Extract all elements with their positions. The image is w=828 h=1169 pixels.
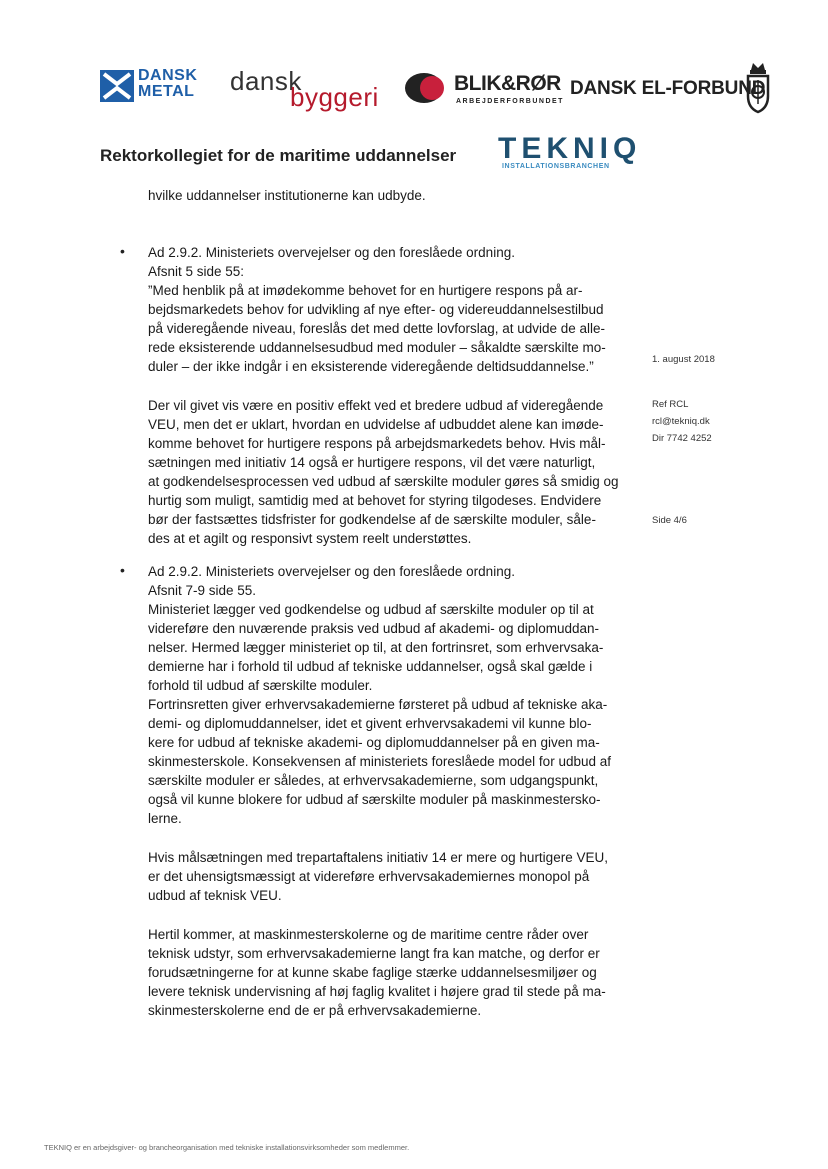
reference-code: Ref RCL	[652, 399, 689, 410]
paragraph: Ministeriet lægger ved godkendelse og udbud af særskilte moduler op til at videreføre den nuværende praksis ved udbud af akademi- og diplomuddan- nelser. Hermed lægger ministeriet op til, at den fortrinsret, som erhvervsaka- demierne har i forhold til udbud af tekniske uddannelser, også skal gælde i forhold til udbud af særskilte moduler. Fortrinsretten giver erhvervsakademierne førsteret på udbud af tekniske aka- demi- og diplomuddannelser, idet et givent erhvervsakademi vil kunne blo- kere for udbud af tekniske akademi- og diplomuddannelser på en given ma- skinmesterskole. Konsekvensen af ministeriets foreslåede model for udbud af særskilte moduler er således, at erhvervsakademierne, som udgangspunkt, også vil kunne blokere for udbud af særskilte moduler på maskinmestersko- lerne.	[148, 602, 611, 826]
page-title: Rektorkollegiet for de maritime uddannelser	[100, 146, 457, 165]
blik-ror-logo: BLIK&RØR ARBEJDERFORBUNDET	[404, 70, 564, 110]
quote-block: ”Med henblik på at imødekomme behovet for en hurtigere respons på ar- bejdsmarkedets behov for udvikling af nye efter- og videreuddannelsestilbud på videregående niveau, foreslås det med dette lovforslag, at udvide de alle- rede eksisterende uddannelsesudbud med moduler – såkaldte særskilte mo- duler – der ikke indgår i en eksisterende videregående deltidsuddannelse.”	[148, 283, 606, 374]
section-block-1	[148, 243, 638, 548]
reference-info	[652, 396, 712, 447]
section-reference: Afsnit 7-9 side 55.	[148, 583, 257, 598]
dansk-metal-logo	[100, 68, 200, 104]
document-date: 1. august 2018	[652, 354, 715, 365]
page-number: Side 4/6	[652, 515, 687, 526]
footer-note: TEKNIQ er en arbejdsgiver- og brancheorganisation med tekniske installationsvirksomheder som medlemmer.	[44, 1143, 410, 1152]
intro-line: hvilke uddannelser institutionerne kan udbyde.	[148, 188, 426, 203]
section-reference: Afsnit 5 side 55:	[148, 264, 245, 279]
section-heading: Ad 2.9.2. Ministeriets overvejelser og den foreslåede ordning.	[148, 564, 515, 579]
bullet-icon: •	[120, 243, 125, 259]
dansk-metal-wordmark: DANSK METAL	[138, 67, 198, 100]
contact-phone: Dir 7742 4252	[652, 433, 712, 444]
dansk-el-forbund-logo: DANSK EL-FORBUND	[570, 60, 775, 116]
paragraph: Hertil kommer, at maskinmesterskolerne og de maritime centre råder over teknisk udstyr, som erhvervsakademierne langt fra kan matche, og derfor er forudsætningerne for at kunne skabe faglige stærke uddannelsesmiljøer og levere teknisk undervisning af høj faglig kvalitet i højere grad til stede på ma- skinmesterskolerne end de er på erhvervsakademierne.	[148, 927, 606, 1018]
contact-email: rcl@tekniq.dk	[652, 416, 710, 427]
paragraph: Hvis målsætningen med trepartaftalens initiativ 14 er mere og hurtigere VEU, er det uhensigtsmæssigt at videreføre erhvervsakademiernes monopol på udbud af teknisk VEU.	[148, 850, 608, 903]
paragraph: Der vil givet vis være en positiv effekt ved et bredere udbud af videregående VEU, men det er uklart, hvordan en udvidelse af udbuddet alene kan imøde- komme behovet for hurtigere respons på arbejdsmarkedets behov. Hvis mål- sætningen med initiativ 14 også er hurtigere respons, vil det være naturligt, at godkendelsesprocessen ved udbud af særskilte moduler gøres så smidig og hurtig som muligt, samtidig med at behovet for styring tilgodeses. Endvidere bør der fastsættes tidsfrister for godkendelse af de særskilte moduler, såle- des at et agilt og responsivt system reelt understøttes.	[148, 398, 619, 546]
dansk-byggeri-logo: dansk byggeri	[230, 66, 379, 112]
crown-shield-icon	[744, 60, 772, 114]
dansk-metal-emblem-icon	[100, 70, 134, 102]
blik-ror-emblem-icon	[404, 72, 452, 104]
bullet-icon: •	[120, 562, 125, 578]
section-block-2	[148, 562, 638, 1020]
tekniq-logo: TEKNIQ INSTALLATIONSBRANCHEN	[498, 132, 642, 170]
section-heading: Ad 2.9.2. Ministeriets overvejelser og den foreslåede ordning.	[148, 245, 515, 260]
